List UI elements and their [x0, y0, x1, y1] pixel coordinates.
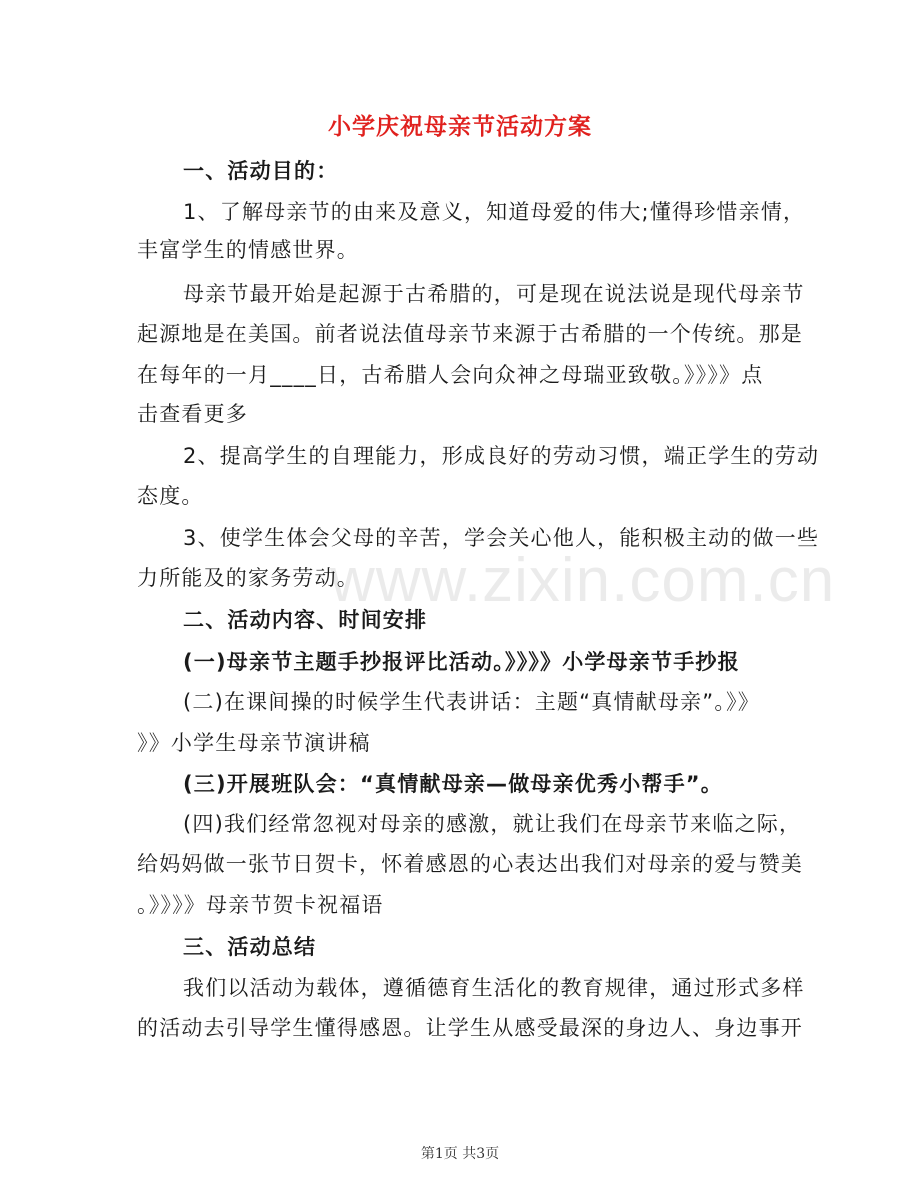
paragraph-line: (三)开展班队会：“真情献母亲—做母亲优秀小帮手”。	[183, 772, 723, 796]
paragraph-line: (四)我们经常忽视对母亲的感激，就让我们在母亲节来临之际，	[183, 812, 802, 836]
section-heading-goals: 一、活动目的：	[183, 159, 339, 183]
paragraph-line: 1、了解母亲节的由来及意义，知道母爱的伟大;懂得珍惜亲情，	[183, 200, 806, 224]
paragraph-line: 》》小学生母亲节演讲稿	[137, 731, 371, 755]
paragraph-line: (二)在课间操的时候学生代表讲话：主题“真情献母亲”。》》	[183, 690, 760, 714]
paragraph-line: 母亲节最开始是起源于古希腊的，可是现在说法说是现代母亲节	[183, 282, 805, 306]
paragraph-line: 击查看更多	[137, 402, 248, 426]
section-heading-content: 二、活动内容、时间安排	[183, 608, 428, 632]
paragraph-line: 的活动去引导学生懂得感恩。让学生从感受最深的身边人、身边事开	[137, 1016, 803, 1040]
watermark: www.zixin.com.cn	[330, 546, 836, 615]
page-footer: 第1页 共3页	[420, 1146, 500, 1162]
section-heading-summary: 三、活动总结	[183, 935, 317, 959]
paragraph-line: 3、使学生体会父母的辛苦，学会关心他人，能积极主动的做一些	[183, 526, 820, 550]
paragraph-line: 我们以活动为载体，遵循德育生活化的教育规律，通过形式多样	[183, 976, 805, 1000]
paragraph-line: 2、提高学生的自理能力，形成良好的劳动习惯，端正学生的劳动	[183, 444, 820, 468]
paragraph-line: 给妈妈做一张节日贺卡，怀着感恩的心表达出我们对母亲的爱与赞美	[137, 852, 803, 876]
document-title: 小学庆祝母亲节活动方案	[328, 114, 592, 140]
paragraph-line: (一)母亲节主题手抄报评比活动。》》》》小学母亲节手抄报	[183, 650, 740, 674]
paragraph-line: 在每年的一月____日，古希腊人会向众神之母瑞亚致敬。》》》》点	[137, 363, 764, 387]
paragraph-line: 。》》》》母亲节贺卡祝福语	[137, 893, 384, 917]
paragraph-line: 丰富学生的情感世界。	[137, 238, 359, 262]
paragraph-line: 力所能及的家务劳动。	[137, 566, 359, 590]
paragraph-line: 态度。	[137, 484, 204, 508]
paragraph-line: 起源地是在美国。前者说法值母亲节来源于古希腊的一个传统。那是	[137, 322, 803, 346]
